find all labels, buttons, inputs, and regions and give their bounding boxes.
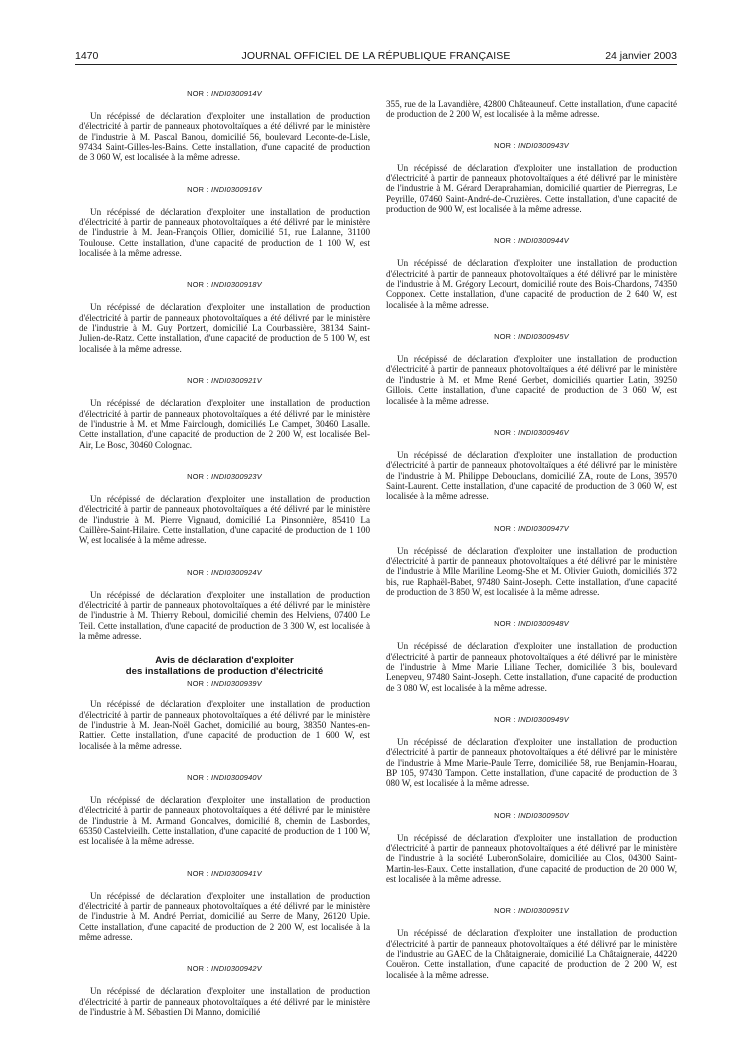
notice-entry (386, 714, 677, 789)
notice-text: Un récépissé de déclaration d'exploiter une installation de production d'électricité à partir de panneaux photovoltaïques a été délivré par le ministère de l'industrie à M. Sébastien Di Manno, domicilié (79, 986, 370, 1018)
page-number: 1470 (75, 50, 99, 62)
header-rule (75, 64, 677, 65)
notice-text: Un récépissé de déclaration d'exploiter une installation de production d'électricité à partir de panneaux photovoltaïques a été délivré par le ministère de l'industrie à Mlle Mariline Leomg-She et M. Olivier Guioth, domiciliés 372 bis, rue Raphaël-Babet, 97480 Saint-Joseph. Cette installation, d'une capacité de production de 3 850 W, est localisée à la même adresse. (386, 545, 677, 597)
section-heading-line: des installations de production d'électricité (125, 666, 324, 678)
notice-text: Un récépissé de déclaration d'exploiter une installation de production d'électricité à partir de panneaux photovoltaïques a été délivré par le ministère de l'industrie à M. Guy Portzert, domicilié La Courbassière, 38134 Saint-Julien-de-Ratz. Cette installation, d'une capacité de production de 5 100 W, est localisée à la même adresse. (79, 302, 370, 354)
nor-reference: NOR : INDI0300944V (494, 236, 569, 246)
notice-text: 355, rue de la Lavandière, 42800 Châteauneuf. Cette installation, d'une capacité de production de 2 200 W, est localisée à la même adresse. (386, 99, 677, 120)
nor-reference: NOR : INDI0300914V (187, 89, 262, 98)
nor-reference: NOR : INDI0300949V (494, 715, 569, 724)
notice-entry (79, 567, 370, 642)
notice-entry (79, 963, 370, 1017)
notice-text: Un récépissé de déclaration d'exploiter une installation de production d'électricité à partir de panneaux photovoltaïques a été délivré par le ministère de l'industrie à M. Jean-Noël Gachet, domicilié au bourg, 38350 Nantes-en-Rattier. Cette installation, d'une capacité de production de 1 600 W, est localisée à la même adresse. (79, 699, 370, 751)
notice-text: Un récépissé de déclaration d'exploiter une installation de production d'électricité à partir de panneaux photovoltaïques a été délivré par le ministère de l'industrie à M. Grégory Lecourt, domicilié route des Bois-Chardons, 74350 Copponex. Cette installation, d'une capacité de production de 2 640 W, est localisée à la même adresse. (386, 258, 677, 310)
notice-entry (79, 375, 370, 450)
notice-entry (79, 279, 370, 354)
nor-reference: NOR : INDI0300916V (187, 184, 262, 194)
notice-entry (386, 905, 677, 980)
notice-entry (79, 678, 370, 751)
notice-entry (386, 331, 677, 406)
nor-reference: NOR : INDI0300939V (187, 679, 262, 689)
nor-reference: NOR : INDI0300923V (187, 471, 262, 481)
notice-entry (79, 88, 370, 163)
nor-reference: NOR : INDI0300941V (187, 868, 262, 878)
section-heading (79, 655, 370, 677)
notice-text: Un récépissé de déclaration d'exploiter une installation de production d'électricité à partir de panneaux photovoltaïques a été délivré par le ministère de l'industrie à la société LuberonSolaire, domiciliée au Clos, 04300 Saint-Martin-les-Eaux. Cette installation, d'une capacité de production de 20 000 W, est localisée à la même adresse. (386, 832, 677, 885)
nor-reference: NOR : INDI0300918V (187, 280, 262, 290)
nor-reference: NOR : INDI0300942V (187, 964, 262, 974)
issue-date: 24 janvier 2003 (605, 50, 677, 62)
notice-text: Un récépissé de déclaration d'exploiter une installation de production d'électricité à partir de panneaux photovoltaïques a été délivré par le ministère de l'industrie à M. Gérard Deraprahamian, domicilié quartier de Pierregras, Le Peyrille, 07460 Saint-André-de-Cruzières. Cette installation, d'une capacité de production de 900 W, est localisée à la même adresse. (386, 162, 677, 215)
notice-text: Un récépissé de déclaration d'exploiter une installation de production d'électricité à partir de panneaux photovoltaïques a été délivré par le ministère de l'industrie à M. Pascal Banou, domicilié 56, boulevard Leconte-de-Lisle, 97434 Saint-Gilles-les-Bains. Cette installation, d'une capacité de production de 3 060 W, est localisée à la même adresse. (79, 111, 370, 163)
notice-entry (79, 772, 370, 847)
notice-entry (386, 810, 677, 885)
notice-text: Un récépissé de déclaration d'exploiter une installation de production d'électricité à partir de panneaux photovoltaïques a été délivré par le ministère de l'industrie à M. Jean-François Ollier, domicilié 51, rue Lalanne, 31100 Toulouse. Cette installation, d'une capacité de production de 1 100 W, est localisée à la même adresse. (79, 206, 370, 259)
nor-reference: NOR : INDI0300951V (494, 906, 569, 916)
nor-reference: NOR : INDI0300921V (187, 376, 262, 386)
notice-entry (79, 868, 370, 943)
notice-entry (386, 523, 677, 598)
nor-reference: NOR : INDI0300950V (494, 810, 569, 820)
notice-text: Un récépissé de déclaration d'exploiter une installation de production d'électricité à partir de panneaux photovoltaïques a été délivré par le ministère de l'industrie à M. Armand Goncalves, domicilié 8, chemin de Lasbordes, 65350 Castelvieilh. Cette installation, d'une capacité de production de 1 100 W, est localisée à la même adresse. (79, 795, 370, 847)
nor-reference: NOR : INDI0300943V (494, 140, 569, 150)
notice-entry (386, 235, 677, 310)
page-header (75, 48, 677, 64)
notice-text: Un récépissé de déclaration d'exploiter une installation de production d'électricité à partir de panneaux photovoltaïques a été délivré par le ministère de l'industrie à M. Philippe Debouclans, domicilié ZA, route de Lons, 39570 Saint-Laurent. Cette installation, d'une capacité de production de 3 060 W, est localisée à la même adresse. (386, 449, 677, 502)
notice-continuation (386, 99, 677, 120)
notice-text: Un récépissé de déclaration d'exploiter une installation de production d'électricité à partir de panneaux photovoltaïques a été délivré par le ministère de l'industrie à M. Thierry Reboul, domicilié chemin des Helviens, 07400 Le Teil. Cette installation, d'une capacité de production de 3 300 W, est localisée à la même adresse. (79, 589, 370, 641)
nor-reference: NOR : INDI0300924V (187, 567, 262, 577)
notice-text: Un récépissé de déclaration d'exploiter une installation de production d'électricité à partir de panneaux photovoltaïques a été délivré par le ministère de l'industrie à M. et Mme Fairclough, domiciliés Le Campet, 30460 Lasalle. Cette installation, d'une capacité de production de 2 200 W, est localisée Bel-Air, Le Bosc, 30460 Colognac. (79, 398, 370, 450)
nor-reference: NOR : INDI0300946V (494, 427, 569, 437)
section-heading-line: Avis de déclaration d'exploiter (155, 655, 294, 667)
nor-reference: NOR : INDI0300940V (187, 773, 262, 783)
nor-reference: NOR : INDI0300945V (494, 332, 569, 342)
notice-text: Un récépissé de déclaration d'exploiter une installation de production d'électricité à partir de panneaux photovoltaïques a été délivré par le ministère de l'industrie à M. Pierre Vignaud, domicilié La Pinsonnière, 85410 La Caillère-Saint-Hilaire. Cette installation, d'une capacité de production de 1 100 W, est localisée à la même adresse. (79, 493, 370, 546)
notice-entry (79, 471, 370, 546)
notice-entry (386, 618, 677, 693)
notice-text: Un récépissé de déclaration d'exploiter une installation de production d'électricité à partir de panneaux photovoltaïques a été délivré par le ministère de l'industrie à M. André Perriat, domicilié au Serre de Many, 26120 Upie. Cette installation, d'une capacité de production de 2 200 W, est localisée à la même adresse. (79, 890, 370, 943)
notice-text: Un récépissé de déclaration d'exploiter une installation de production d'électricité à partir de panneaux photovoltaïques a été délivré par le ministère de l'industrie au GAEC de la Châtaigneraie, domicilié La Châtaigneraie, 44220 Couëron. Cette installation, d'une capacité de production de 2 200 W, est localisée à la même adresse. (386, 928, 677, 980)
notice-entry (79, 184, 370, 259)
left-column (79, 88, 370, 1039)
journal-title: JOURNAL OFFICIEL DE LA RÉPUBLIQUE FRANÇAISE (241, 50, 511, 62)
nor-reference: NOR : INDI0300948V (494, 619, 569, 629)
notice-text: Un récépissé de déclaration d'exploiter une installation de production d'électricité à partir de panneaux photovoltaïques a été délivré par le ministère de l'industrie à Mme Marie-Paule Terre, domiciliée 58, rue Benjamin-Hoarau, BP 105, 97430 Tampon. Cette installation, d'une capacité de production de 3 080 W, est localisée à la même adresse. (386, 737, 677, 789)
notice-entry (386, 427, 677, 502)
right-column (386, 99, 677, 980)
nor-reference: NOR : INDI0300947V (494, 523, 569, 533)
notice-text: Un récépissé de déclaration d'exploiter une installation de production d'électricité à partir de panneaux photovoltaïques a été délivré par le ministère de l'industrie à Mme Marie Liliane Techer, domiciliée 3 bis, boulevard Lenepveu, 97480 Saint-Joseph. Cette installation, d'une capacité de production de 3 080 W, est localisée à la même adresse. (386, 641, 677, 693)
notice-entry (386, 140, 677, 215)
notice-text: Un récépissé de déclaration d'exploiter une installation de production d'électricité à partir de panneaux photovoltaïques a été délivré par le ministère de l'industrie à M. et Mme René Gerbet, domiciliés quartier Latin, 39250 Gillois. Cette installation, d'une capacité de production de 3 060 W, est localisée à la même adresse. (386, 354, 677, 406)
